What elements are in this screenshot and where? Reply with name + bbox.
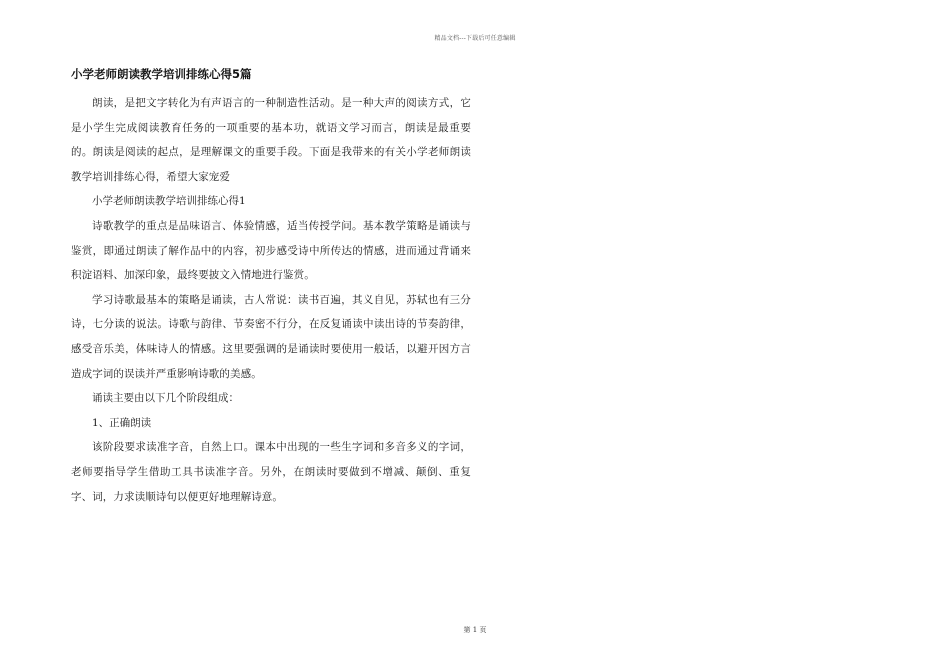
paragraph-stage-1: 该阶段要求读准字音，自然上口。课本中出现的一些生字词和多音多义的字词，老师要指导学生借助工具书读准字音。另外，在朗读时要做到不增减、颠倒、重复字、词，力求读顺诗句以便更好地理解诗意。: [71, 441, 471, 503]
stage-heading-1: 1、正确朗读: [92, 416, 152, 429]
stages-intro: 诵读主要由以下几个阶段组成：: [92, 392, 239, 405]
section-heading-1: 小学老师朗读教学培训排练心得1: [92, 195, 246, 208]
paragraph-recitation: 学习诗歌最基本的策略是诵读，古人常说：读书百遍，其义自见，苏轼也有三分诗，七分读的说法。诗歌与韵律、节奏密不行分，在反复诵读中读出诗的节奏韵律，感受音乐美，体味诗人的情感。这里要强调的是诵读时要使用一般话，以避开因方言造成字词的误读并严重影响诗歌的美感。: [71, 293, 471, 380]
document-title: 小学老师朗读教学培训排练心得5篇: [71, 67, 252, 81]
paragraph-intro: 朗读，是把文字转化为有声语言的一种制造性活动。是一种大声的阅读方式，它是小学生完成阅读教育任务的一项重要的基本功，就语文学习而言，朗读是最重要的。朗读是阅读的起点，是理解课文的重要手段。下面是我带来的有关小学老师朗读教学培训排练心得，希望大家宠爱: [71, 97, 471, 183]
page-header-note: 精品文档---下载后可任意编辑: [434, 35, 516, 42]
paragraph-poetry-strategy: 诗歌教学的重点是品味语言、体验情感，适当传授学问。基本教学策略是诵读与鉴赏，即通过朗读了解作品中的内容，初步感受诗中所传达的情感，进而通过背诵来积淀语料、加深印象，最终要披文入情地进行鉴赏。: [71, 219, 471, 282]
page-number: 第 1 页: [463, 626, 487, 634]
document-body: [71, 66, 471, 509]
